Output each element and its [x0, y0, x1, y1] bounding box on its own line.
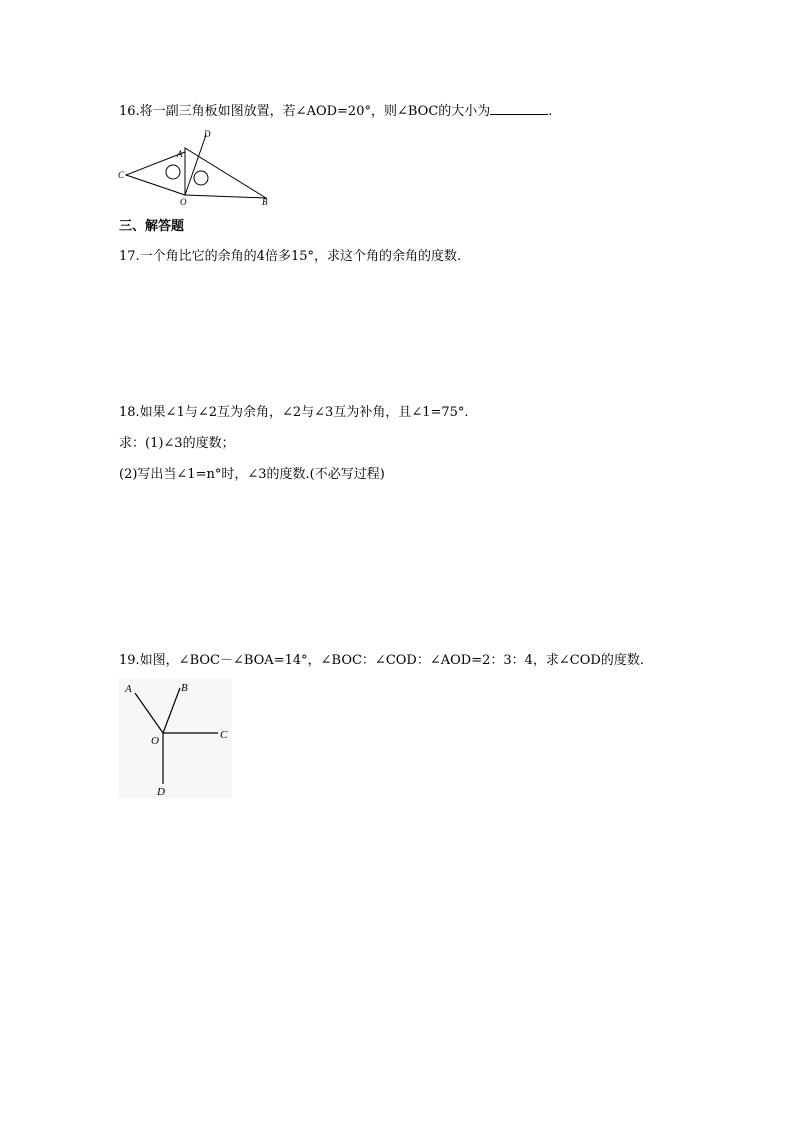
triangle-hole-left [166, 165, 180, 179]
question-16-end: . [548, 104, 553, 119]
label-b: B [181, 682, 188, 694]
angle-rays-figure [118, 678, 232, 798]
question-17: 17.一个角比它的余角的4倍多15°，求这个角的余角的度数. [119, 249, 462, 264]
label-c: C [118, 170, 125, 180]
label-b: B [262, 197, 268, 207]
question-18-part-1: 求：(1)∠3的度数； [119, 436, 235, 451]
question-18: 18.如果∠1与∠2互为余角，∠2与∠3互为补角，且∠1=75°. [119, 405, 469, 420]
label-d: D [157, 786, 165, 798]
question-19: 19.如图，∠BOC－∠BOA=14°，∠BOC：∠COD：∠AOD=2：3：4，求∠COD的度数. [119, 653, 644, 668]
triangle-right [185, 148, 266, 198]
label-c: C [220, 729, 228, 741]
label-a: A [125, 683, 132, 695]
triangle-set-figure [114, 126, 274, 208]
section-title: 三、解答题 [119, 219, 185, 234]
question-18-part-2: (2)写出当∠1=n°时，∠3的度数.(不必写过程) [119, 467, 385, 482]
question-16-text: 16.将一副三角板如图放置，若∠AOD=20°，则∠BOC的大小为 [119, 104, 491, 119]
label-d: D [204, 129, 211, 139]
answer-blank [490, 102, 548, 115]
label-o: O [180, 197, 187, 207]
figure-background [118, 678, 232, 798]
question-16 [119, 102, 552, 121]
triangle-hole-right [194, 171, 208, 185]
label-a: A [177, 149, 183, 159]
label-o: O [151, 735, 159, 747]
ray-od [185, 135, 206, 195]
